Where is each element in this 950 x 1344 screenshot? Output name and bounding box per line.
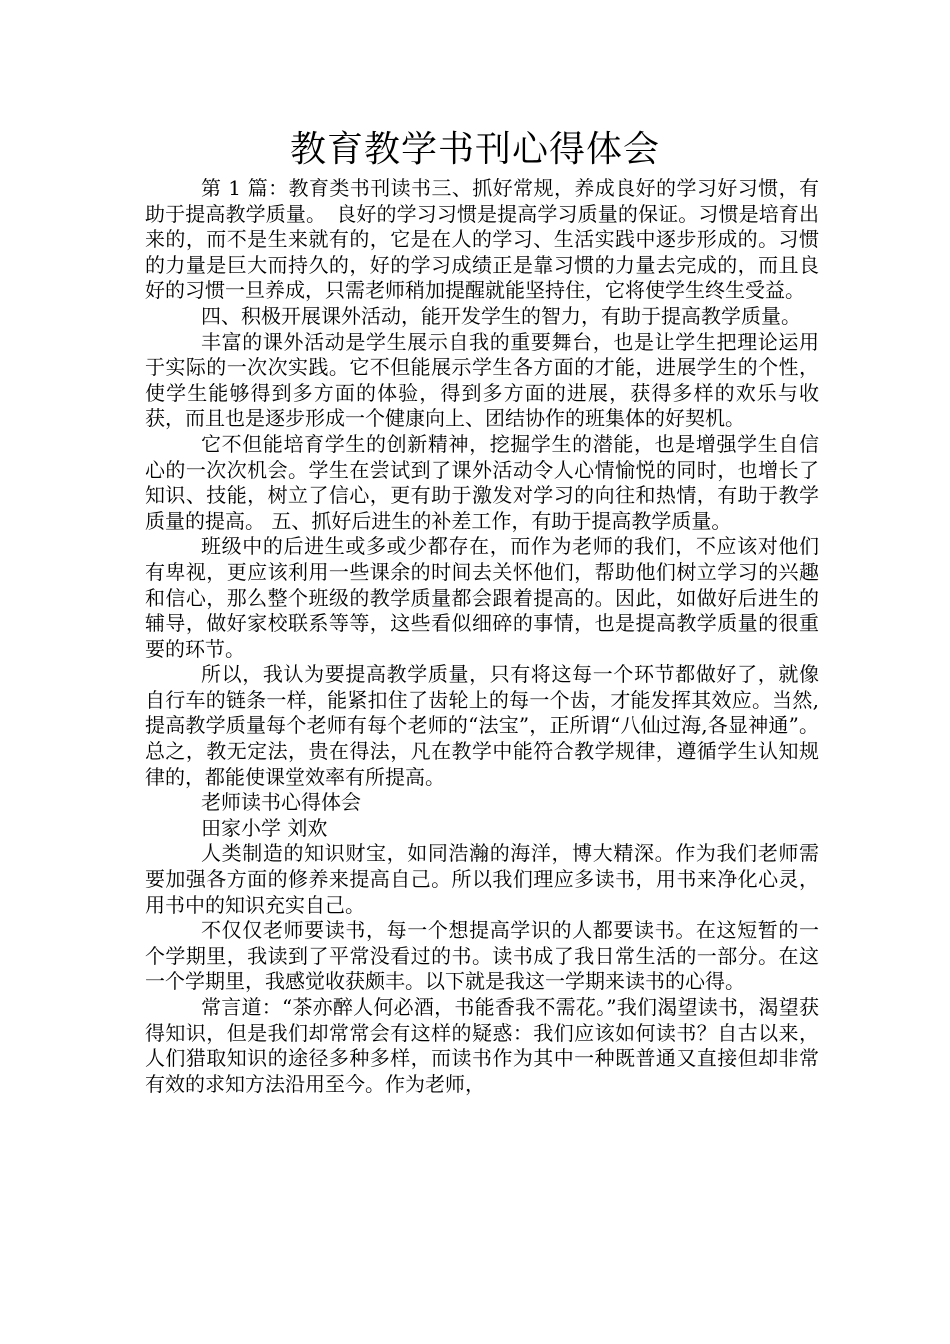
paragraph-6: 所以，我认为要提高教学质量，只有将这每一个环节都做好了，就像自行车的链条一样，能紧扣住了齿轮上的每一个齿，才能发挥其效应。当然,提高教学质量每个老师有每个老师的“法宝”，正所谓“八仙过海,各显神通”。总之，教无定法，贵在得法，凡在教学中能符合教学规律，遵循学生认知规律的，都能使课堂效率有所提高。 xyxy=(145,662,819,789)
paragraph-2: 四、积极开展课外活动，能开发学生的智力，有助于提高教学质量。 xyxy=(201,303,801,328)
paragraph-5: 班级中的后进生或多或少都存在，而作为老师的我们，不应该对他们有卑视，更应该利用一些课余的时间去关怀他们，帮助他们树立学习的兴趣和信心，那么整个班级的教学质量都会跟着提高的。因此，如做好后进生的辅导，做好家校联系等等，这些看似细碎的事情，也是提高教学质量的很重要的环节。 xyxy=(145,534,819,661)
paragraph-1: 第 1 篇：教育类书刊读书三、抓好常规，养成良好的学习好习惯，有助于提高教学质量。 良好的学习习惯是提高学习质量的保证。习惯是培育出来的，而不是生来就有的，它是在人的学习、生活实践中逐步形成的。习惯的力量是巨大而持久的，好的学习成绩正是靠习惯的力量去完成的，而且良好的习惯一旦养成，只需老师稍加提醒就能坚持住，它将使学生终生受益。 xyxy=(145,176,819,303)
author-line: 田家小学 刘欢 xyxy=(201,815,328,840)
paragraph-4: 它不但能培育学生的创新精神，挖掘学生的潜能，也是增强学生自信心的一次次机会。学生在尝试到了课外活动令人心情愉悦的同时，也增长了知识、技能，树立了信心，更有助于激发对学习的向往和热情，有助于教学质量的提高。 五、抓好后进生的补差工作，有助于提高教学质量。 xyxy=(145,431,819,533)
paragraph-3: 丰富的课外活动是学生展示自我的重要舞台，也是让学生把理论运用于实际的一次次实践。它不但能展示学生各方面的才能，进展学生的个性，使学生能够得到多方面的体验，得到多方面的进展，获得多样的欢乐与收获，而且也是逐步形成一个健康向上、团结协作的班集体的好契机。 xyxy=(145,329,819,431)
document-title: 教育教学书刊心得体会 xyxy=(289,129,660,170)
paragraph-8: 不仅仅老师要读书，每一个想提高学识的人都要读书。在这短暂的一个学期里，我读到了平常没看过的书。读书成了我日常生活的一部分。在这一个学期里，我感觉收获颇丰。以下就是我这一学期来读书的心得。 xyxy=(145,918,819,994)
section-heading: 老师读书心得体会 xyxy=(201,790,361,815)
paragraph-9: 常言道：“茶亦醉人何必酒，书能香我不需花。”我们渴望读书，渴望获得知识，但是我们却常常会有这样的疑惑：我们应该如何读书？自古以来，人们猎取知识的途径多种多样，而读书作为其中一种既普通又直接但却非常有效的求知方法沿用至今。作为老师， xyxy=(145,995,819,1096)
paragraph-7: 人类制造的知识财宝，如同浩瀚的海洋，博大精深。作为我们老师需要加强各方面的修养来提高自己。所以我们理应多读书，用书来净化心灵，用书中的知识充实自己。 xyxy=(145,841,819,917)
document-body xyxy=(145,176,819,1097)
